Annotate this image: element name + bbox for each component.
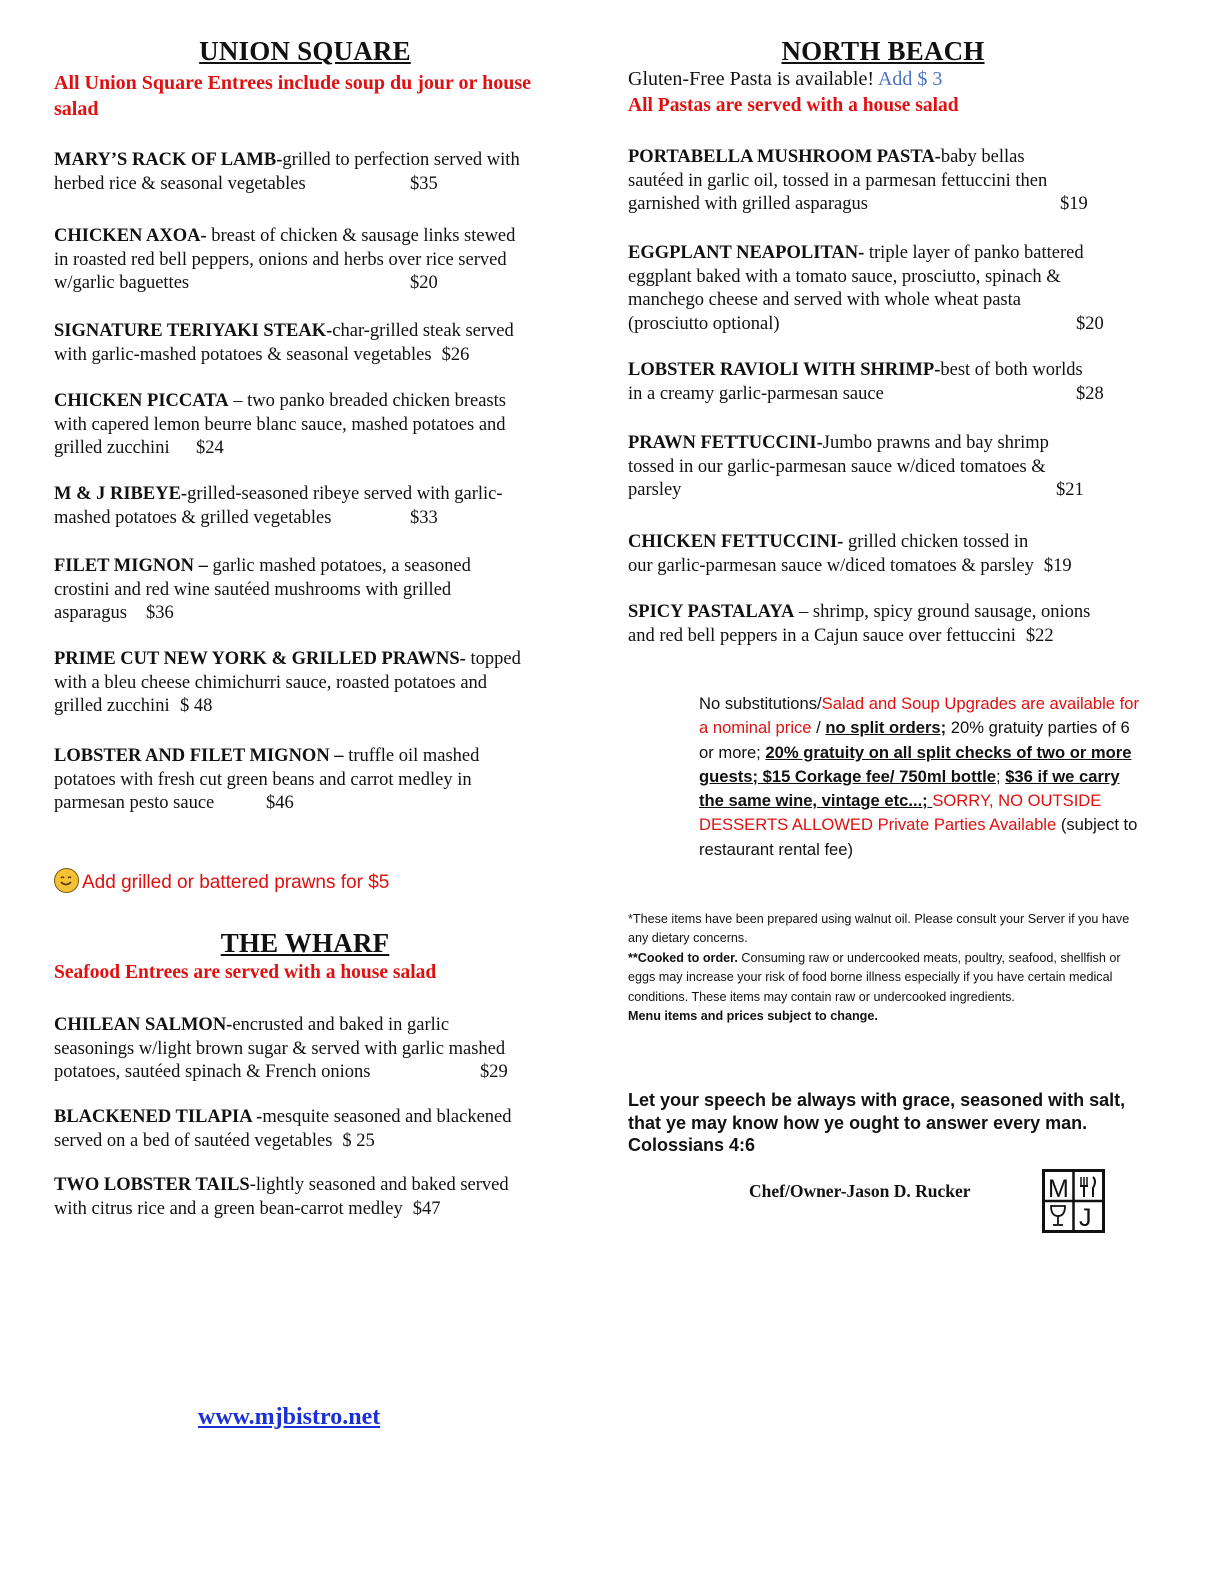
menu-item-description: eggplant baked with a tomato sauce, prosciutto, spinach & (628, 266, 1061, 287)
menu-item-description: potatoes with fresh cut green beans and carrot medley in (54, 769, 472, 790)
menu-item-description: -lightly seasoned and baked served (249, 1175, 509, 1195)
smiley-icon (54, 868, 79, 893)
menu-item (54, 390, 564, 461)
menu-item-description: triple layer of panko battered (864, 243, 1084, 263)
menu-item-name: M & J RIBEYE- (54, 484, 188, 504)
menu-item-price: $21 (1056, 480, 1084, 500)
menu-item-description: mashed potatoes & grilled vegetables (54, 507, 332, 528)
menu-item-description: baby bellas (940, 147, 1025, 167)
logo-letter-m: M (1048, 1175, 1069, 1203)
gluten-free-price: Add $ 3 (877, 68, 943, 90)
union-square-note: All Union Square Entrees include soup du jour or house salad (54, 72, 531, 120)
gluten-free-line (628, 68, 942, 91)
gluten-free-text: Gluten-Free Pasta is available! (628, 68, 875, 90)
menu-item-name: MARY’S RACK OF LAMB- (54, 150, 283, 170)
menu-item-name: SIGNATURE TERIYAKI STEAK- (54, 321, 333, 341)
menu-item (54, 555, 564, 626)
menu-item-description: crostini and red wine sautéed mushrooms with grilled (54, 579, 452, 600)
bible-verse: Let your speech be always with grace, seasoned with salt, that ye may know how ye ought to answer every man. Colossians 4:6 (628, 1090, 1126, 1156)
menu-item-description: grilled chicken tossed in (843, 532, 1029, 552)
menu-item-description: potatoes, sautéed spinach & French onions (54, 1062, 371, 1082)
menu-item (54, 483, 564, 530)
walnut-note: *These items have been prepared using walnut oil. Please consult your Server if you have any dietary concerns. (628, 912, 1130, 946)
notice-p10: (subject to restaurant rental fee) (699, 815, 1138, 859)
menu-item-name: LOBSTER RAVIOLI WITH SHRIMP- (628, 360, 941, 380)
menu-item-description: grilled zucchini (54, 696, 170, 716)
menu-item-description: truffle oil mashed (348, 746, 480, 766)
menu-item-description: w/garlic baguettes (54, 273, 190, 293)
menu-item (54, 648, 564, 719)
menu-item-price: $46 (266, 793, 294, 813)
menu-item-description: in roasted red bell peppers, onions and herbs over rice served (54, 249, 507, 270)
menu-item-description: Jumbo prawns and bay shrimp (822, 433, 1049, 453)
menu-item-description: tossed in our garlic-parmesan sauce w/diced tomatoes & (628, 456, 1046, 477)
menu-item (628, 432, 1138, 503)
menu-item-price: $20 (410, 273, 438, 293)
menu-item-description: and red bell peppers in a Cajun sauce over fettuccini (628, 625, 1016, 646)
menu-item-name: TWO LOBSTER TAILS (54, 1175, 250, 1195)
menu-item (54, 745, 564, 816)
menu-item (54, 149, 564, 196)
change-note: Menu items and prices subject to change. (628, 1009, 878, 1024)
the-wharf-title: THE WHARF (220, 928, 390, 958)
menu-item-price: $33 (410, 507, 438, 528)
menu-item (54, 225, 564, 296)
menu-item-description: with garlic-mashed potatoes & seasonal vegetables (54, 344, 432, 365)
menu-item-name: PRAWN FETTUCCINI- (628, 433, 823, 453)
cooked-label: **Cooked to order. (628, 950, 738, 965)
menu-item-price: $35 (410, 173, 438, 194)
notice-p2: Salad and Soup Upgrades are available for a nominal price (699, 694, 1140, 738)
menu-item-name: BLACKENED TILAPIA - (54, 1107, 263, 1127)
policy-notice (699, 692, 1139, 862)
north-beach-title: NORTH BEACH (781, 36, 985, 66)
the-wharf-note: Seafood Entrees are served with a house salad (54, 962, 437, 983)
menu-item-price: $19 (1060, 194, 1088, 214)
menu-item-description: in a creamy garlic-parmesan sauce (628, 383, 884, 404)
menu-item-description: sautéed in garlic oil, tossed in a parmesan fettuccini then (628, 170, 1048, 191)
cooked-note (628, 949, 1138, 1007)
menu-item-description: encrusted and baked in garlic (232, 1015, 450, 1035)
menu-item-name: CHILEAN SALMON- (54, 1015, 233, 1035)
menu-item-price: $29 (480, 1062, 508, 1082)
menu-item (54, 320, 564, 367)
menu-item-name: LOBSTER AND FILET MIGNON – (54, 746, 349, 766)
menu-item-price: $24 (196, 438, 224, 458)
notice-p9: SORRY, NO OUTSIDE DESSERTS ALLOWED Private Parties Available (699, 791, 1102, 835)
menu-item (54, 1174, 564, 1221)
menu-item (628, 359, 1138, 406)
menu-item-description: with capered lemon beurre blanc sauce, mashed potatoes and (54, 414, 506, 435)
menu-item-name: CHICKEN PICCATA (54, 391, 229, 411)
menu-item-name: CHICKEN FETTUCCINI- (628, 532, 844, 552)
notice-p6: 20% gratuity on all split checks of two or more guests; $15 Corkage fee/ 750ml bottle (699, 742, 1132, 786)
menu-item-price: $ 25 (342, 1130, 375, 1151)
menu-item-name: EGGPLANT NEAPOLITAN- (628, 243, 865, 263)
menu-item-description: seasonings w/light brown sugar & served with garlic mashed (54, 1038, 506, 1059)
menu-item-description: – shrimp, spicy ground sausage, onions (794, 602, 1091, 622)
menu-item-description: char-grilled steak served (332, 321, 514, 341)
menu-item (628, 601, 1138, 648)
menu-item-description: manchego cheese and served with whole wheat pasta (628, 290, 1021, 310)
menu-item-price: $22 (1025, 625, 1054, 646)
notice-p3: / (811, 718, 826, 738)
prawn-addon (54, 868, 389, 894)
mj-logo-graphic (1045, 1172, 1102, 1230)
menu-item-price: $26 (441, 344, 470, 365)
menu-item-price: $47 (412, 1198, 441, 1219)
menu-item (54, 1014, 564, 1085)
menu-item-description: garlic mashed potatoes, a seasoned (212, 556, 471, 576)
chef-owner: Chef/Owner-Jason D. Rucker (749, 1181, 971, 1201)
menu-item-description: best of both worlds (940, 360, 1083, 380)
prawn-addon-text: Add grilled or battered prawns for $5 (82, 872, 390, 893)
menu-item (628, 146, 1138, 217)
menu-item-description: parsley (628, 480, 682, 500)
north-beach-note: All Pastas are served with a house salad (628, 95, 959, 116)
menu-item-description: grilled-seasoned ribeye served with garlic- (187, 484, 503, 504)
website-link[interactable]: www.mjbistro.net (198, 1404, 381, 1430)
cooked-text: Consuming raw or undercooked meats, poultry, seafood, shellfish or eggs may increase your risk of food borne illness especially if you have certain medical conditions. These items may contain raw or undercooked ingredients. (628, 950, 1121, 1004)
notice-p8: $36 if we carry the same wine, vintage etc...; (699, 766, 1120, 811)
menu-item-price: $20 (1076, 313, 1104, 334)
menu-item-name: PORTABELLA MUSHROOM PASTA- (628, 147, 941, 167)
menu-item-description: mesquite seasoned and blackened (262, 1107, 512, 1127)
logo-letter-j: J (1079, 1204, 1092, 1230)
menu-item-description: – two panko breaded chicken breasts (228, 391, 506, 411)
notice-p7: ; (995, 766, 1006, 786)
menu-item-description: grilled zucchini (54, 438, 170, 458)
union-square-title: UNION SQUARE (199, 36, 411, 66)
menu-item-description: asparagus (54, 603, 127, 623)
menu-item-name: SPICY PASTALAYA (628, 602, 795, 622)
menu-item-name: CHICKEN AXOA- (54, 226, 207, 246)
menu-item-description: (prosciutto optional) (628, 313, 780, 334)
menu-item-description: grilled to perfection served with (282, 150, 520, 170)
menu-item-name: FILET MIGNON – (54, 556, 213, 576)
menu-item (54, 1106, 564, 1153)
menu-item-price: $36 (146, 603, 174, 623)
menu-item-description: with a bleu cheese chimichurri sauce, roasted potatoes and (54, 672, 488, 693)
menu-item-price: $ 48 (180, 696, 213, 716)
menu-item-description: topped (465, 649, 521, 669)
notice-p5: 20% gratuity parties of 6 or more; (699, 718, 1130, 762)
menu-item-description: with citrus rice and a green bean-carrot medley (54, 1198, 403, 1219)
menu-item-price: $28 (1076, 383, 1104, 404)
menu-item-description: breast of chicken & sausage links stewed (206, 226, 516, 246)
menu-item (628, 242, 1138, 336)
mj-logo (1042, 1169, 1105, 1233)
menu-item-price: $19 (1043, 555, 1072, 576)
menu-item-description: our garlic-parmesan sauce w/diced tomatoes & parsley (628, 555, 1034, 576)
fine-print (628, 910, 1138, 1026)
notice-p4: no split orders; (825, 718, 947, 738)
menu-item-description: garnished with grilled asparagus (628, 194, 868, 214)
menu-item (628, 531, 1138, 578)
menu-item-name: PRIME CUT NEW YORK & GRILLED PRAWNS- (54, 649, 466, 669)
menu-item-description: parmesan pesto sauce (54, 793, 215, 813)
menu-item-description: served on a bed of sautéed vegetables (54, 1130, 333, 1151)
menu-item-description: herbed rice & seasonal vegetables (54, 173, 306, 194)
notice-p1: No substitutions/ (699, 694, 822, 713)
